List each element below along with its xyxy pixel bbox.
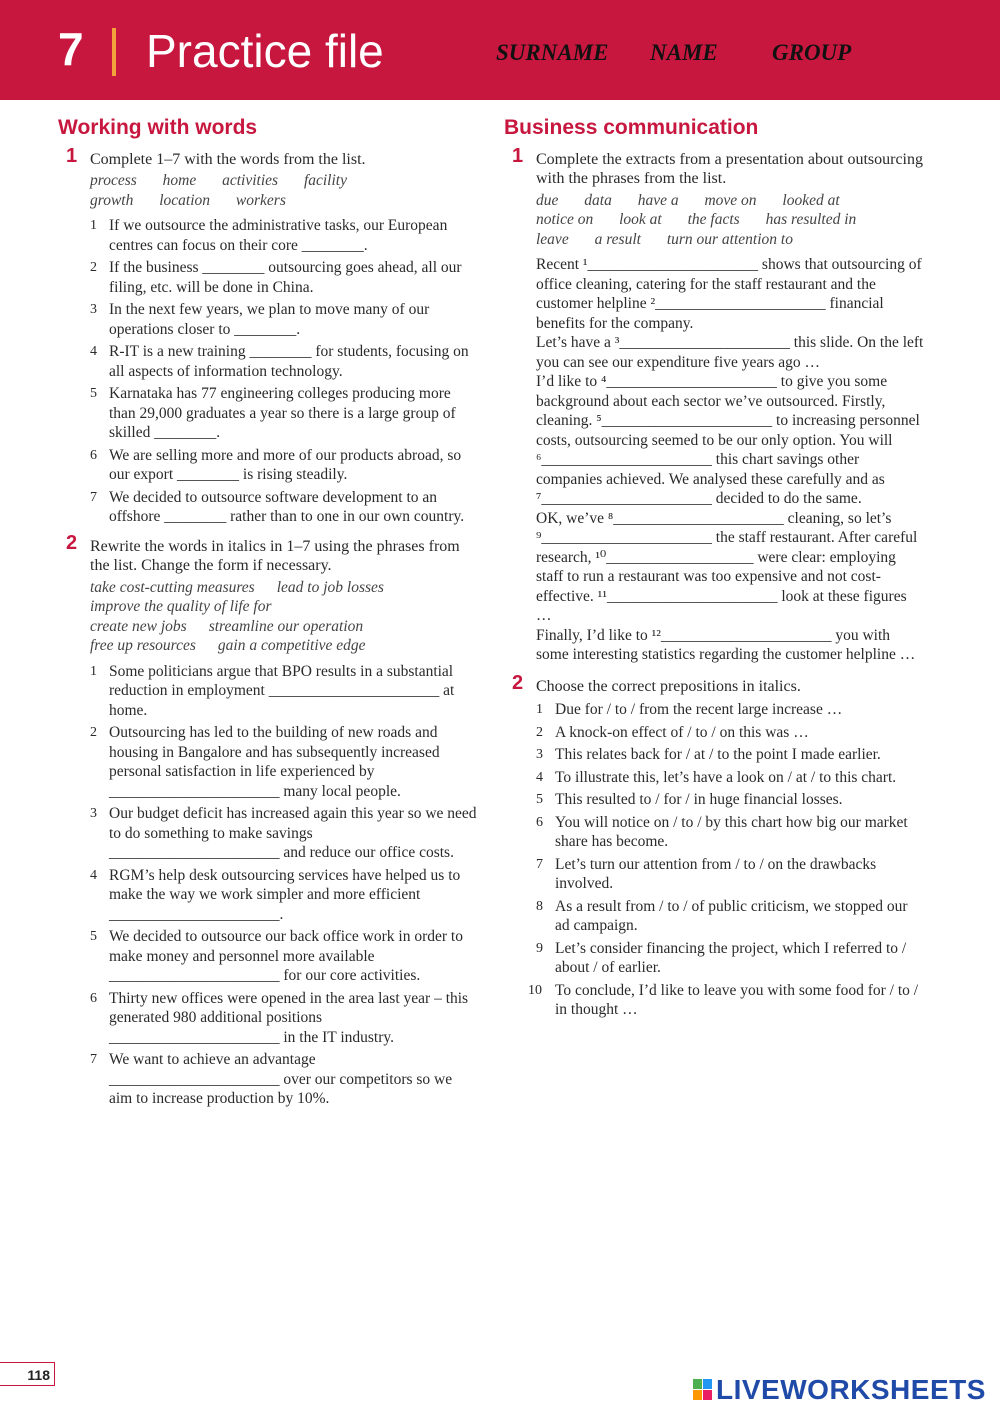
item-list xyxy=(528,700,924,1020)
list-item[interactable]: 3 This relates back for / at / to the point I made earlier. xyxy=(536,746,881,763)
exercise-number: 2 xyxy=(512,671,524,694)
liveworksheets-logo[interactable] xyxy=(693,1374,986,1406)
phrase: a result xyxy=(594,230,641,248)
extract-paragraph[interactable]: I’d like to ⁴______________________ to give you some background about each sector we’ve outsourced. Firstly, cleaning. ⁵______________________ to increasing personnel costs, outsourcing seemed to be our only option. You will ⁶______________________ this chart savings other companies achieved. We analysed these carefully and as ⁷______________________ decided to do the same. xyxy=(536,373,920,507)
list-item[interactable]: 1 If we outsource the administrative tasks, our European centres can focus on their core ________. xyxy=(90,217,448,254)
phrase: have a xyxy=(637,191,679,209)
phrase: free up resources xyxy=(90,637,196,654)
list-item[interactable]: 7 We want to achieve an advantage ______________________ over our competitors so we aim to increase production by 10%. xyxy=(90,1051,453,1107)
list-item[interactable]: 3 In the next few years, we plan to move many of our operations closer to ________. xyxy=(90,301,430,338)
phrase: improve the quality of life for xyxy=(90,598,272,615)
word: location xyxy=(159,191,211,209)
word: home xyxy=(162,172,197,189)
word: process xyxy=(90,172,137,189)
phrase-list xyxy=(90,578,478,656)
word: facility xyxy=(303,172,347,189)
exercise-instruction: Complete 1–7 with the words from the list. xyxy=(90,150,366,168)
exercise-1 xyxy=(504,144,924,665)
working-with-words-section xyxy=(58,118,478,1117)
list-item[interactable]: 5 We decided to outsource our back office work in order to make money and personnel more available ______________________ for our core activities. xyxy=(90,928,463,984)
item-list xyxy=(90,216,478,527)
word-list xyxy=(90,171,478,210)
phrase: create new jobs xyxy=(90,617,187,635)
list-item[interactable]: 1 Some politicians argue that BPO results in a substantial reduction in employment ______________________ at home. xyxy=(90,662,455,719)
phrase: data xyxy=(584,191,612,209)
exercise-number: 1 xyxy=(512,144,524,167)
word: activities xyxy=(222,172,279,189)
item-list xyxy=(90,662,478,1109)
list-item[interactable]: 4 R-IT is a new training ________ for students, focusing on all aspects of information technology. xyxy=(90,343,469,380)
list-item[interactable]: 2 Outsourcing has led to the building of new roads and housing in Bangalore and has subsequently increased personal satisfaction in life experienced by ______________________ many local people. xyxy=(90,724,440,800)
exercise-2 xyxy=(58,531,478,1109)
list-item[interactable]: 2 If the business ________ outsourcing goes ahead, all our filing, etc. will be done in China. xyxy=(90,259,462,296)
list-item[interactable]: 4 To illustrate this, let’s have a look on / at / to this chart. xyxy=(536,768,897,786)
exercise-instruction: Complete the extracts from a presentation about outsourcing with the phrases from the list. xyxy=(536,150,923,187)
phrase: gain a competitive edge xyxy=(217,637,366,654)
phrase-list xyxy=(536,191,924,250)
list-item[interactable]: 5 Karnataka has 77 engineering colleges producing more than 29,000 graduates a year so there is a large group of skilled ________. xyxy=(90,385,456,441)
logo-text: LIVEWORKSHEETS xyxy=(716,1374,986,1405)
phrase: leave xyxy=(536,230,569,248)
phrase: looked at xyxy=(782,191,840,209)
exercise-instruction: Rewrite the words in italics in 1–7 using the phrases from the list. Change the form if necessary. xyxy=(90,537,460,574)
list-item[interactable]: 5 This resulted to / for / in huge financial losses. xyxy=(536,791,843,808)
list-item[interactable]: 6 We are selling more and more of our products abroad, so our export ________ is rising steadily. xyxy=(90,446,462,483)
extract-paragraph[interactable]: Let’s have a ³______________________ this slide. On the left you can see our expenditure five years ago … xyxy=(536,334,924,371)
exercise-2 xyxy=(504,671,924,1020)
extract-paragraph[interactable]: Finally, I’d like to ¹²______________________ you with some interesting statistics regarding the customer helpline … xyxy=(536,626,916,663)
unit-number: 7 xyxy=(58,23,84,75)
list-item[interactable]: 6 Thirty new offices were opened in the area last year – this generated 980 additional positions ______________________ in the IT industry. xyxy=(90,989,469,1046)
list-item[interactable]: 9 Let’s consider financing the project, which I referred to / about / of earlier. xyxy=(536,939,907,976)
name-label: NAME xyxy=(650,40,718,65)
exercise-number: 2 xyxy=(66,531,78,554)
list-item[interactable]: 7 Let’s turn our attention from / to / on the drawbacks involved. xyxy=(536,855,877,892)
phrase: has resulted in xyxy=(765,211,857,228)
phrase: the facts xyxy=(687,211,740,228)
title-divider xyxy=(112,28,116,76)
group-label: GROUP xyxy=(772,40,852,65)
page-header xyxy=(0,0,1000,100)
phrase: due xyxy=(536,191,559,209)
phrase: streamline our operation xyxy=(208,617,364,635)
section-heading: Working with words xyxy=(58,116,258,139)
phrase: take cost-cutting measures xyxy=(90,578,255,596)
phrase: notice on xyxy=(536,211,594,228)
presentation-extracts xyxy=(536,255,924,665)
business-communication-section xyxy=(504,118,924,1028)
page-title: Practice file xyxy=(146,25,384,77)
list-item[interactable]: 1 Due for / to / from the recent large increase … xyxy=(536,701,843,718)
word: workers xyxy=(235,191,286,209)
extract-paragraph[interactable]: OK, we’ve ⁸______________________ cleaning, so let’s ⁹______________________ the staff restaurant. After careful research, ¹⁰___________________ were clear: employing staff to run a restaurant was too expensive and not cost-effective. ¹¹______________________ look at these figures … xyxy=(536,509,918,624)
surname-label: SURNAME xyxy=(496,40,609,65)
word: growth xyxy=(90,191,134,209)
phrase: turn our attention to xyxy=(666,230,793,248)
exercise-number: 1 xyxy=(66,144,78,167)
exercise-1 xyxy=(58,144,478,527)
list-item[interactable]: 10 To conclude, I’d like to leave you with some food for / to / in thought … xyxy=(528,981,919,1018)
phrase: move on xyxy=(704,191,757,209)
list-item[interactable]: 6 You will notice on / to / by this chart how big our market share has become. xyxy=(536,813,908,850)
section-heading: Business communication xyxy=(504,116,759,139)
page-number: 118 xyxy=(0,1362,55,1386)
exercise-instruction: Choose the correct prepositions in italics. xyxy=(536,677,801,695)
list-item[interactable]: 4 RGM’s help desk outsourcing services have helped us to make the way we work simpler and more efficient ______________________. xyxy=(90,866,461,923)
list-item[interactable]: 8 As a result from / to / of public criticism, we stopped our ad campaign. xyxy=(536,897,908,934)
phrase: lead to job losses xyxy=(276,578,384,596)
extract-paragraph[interactable]: Recent ¹______________________ shows that outsourcing of office cleaning, catering for the staff restaurant and the customer helpline ²______________________ financial benefits for the company. xyxy=(536,256,922,332)
logo-icon xyxy=(693,1379,713,1401)
phrase: look at xyxy=(619,211,662,228)
list-item[interactable]: 3 Our budget deficit has increased again this year so we need to do something to make savings ______________________ and reduce our office costs. xyxy=(90,805,477,861)
list-item[interactable]: 7 We decided to outsource software development to an offshore ________ rather than to one in our own country. xyxy=(90,488,465,525)
list-item[interactable]: 2 A knock-on effect of / to / on this was … xyxy=(536,723,809,741)
